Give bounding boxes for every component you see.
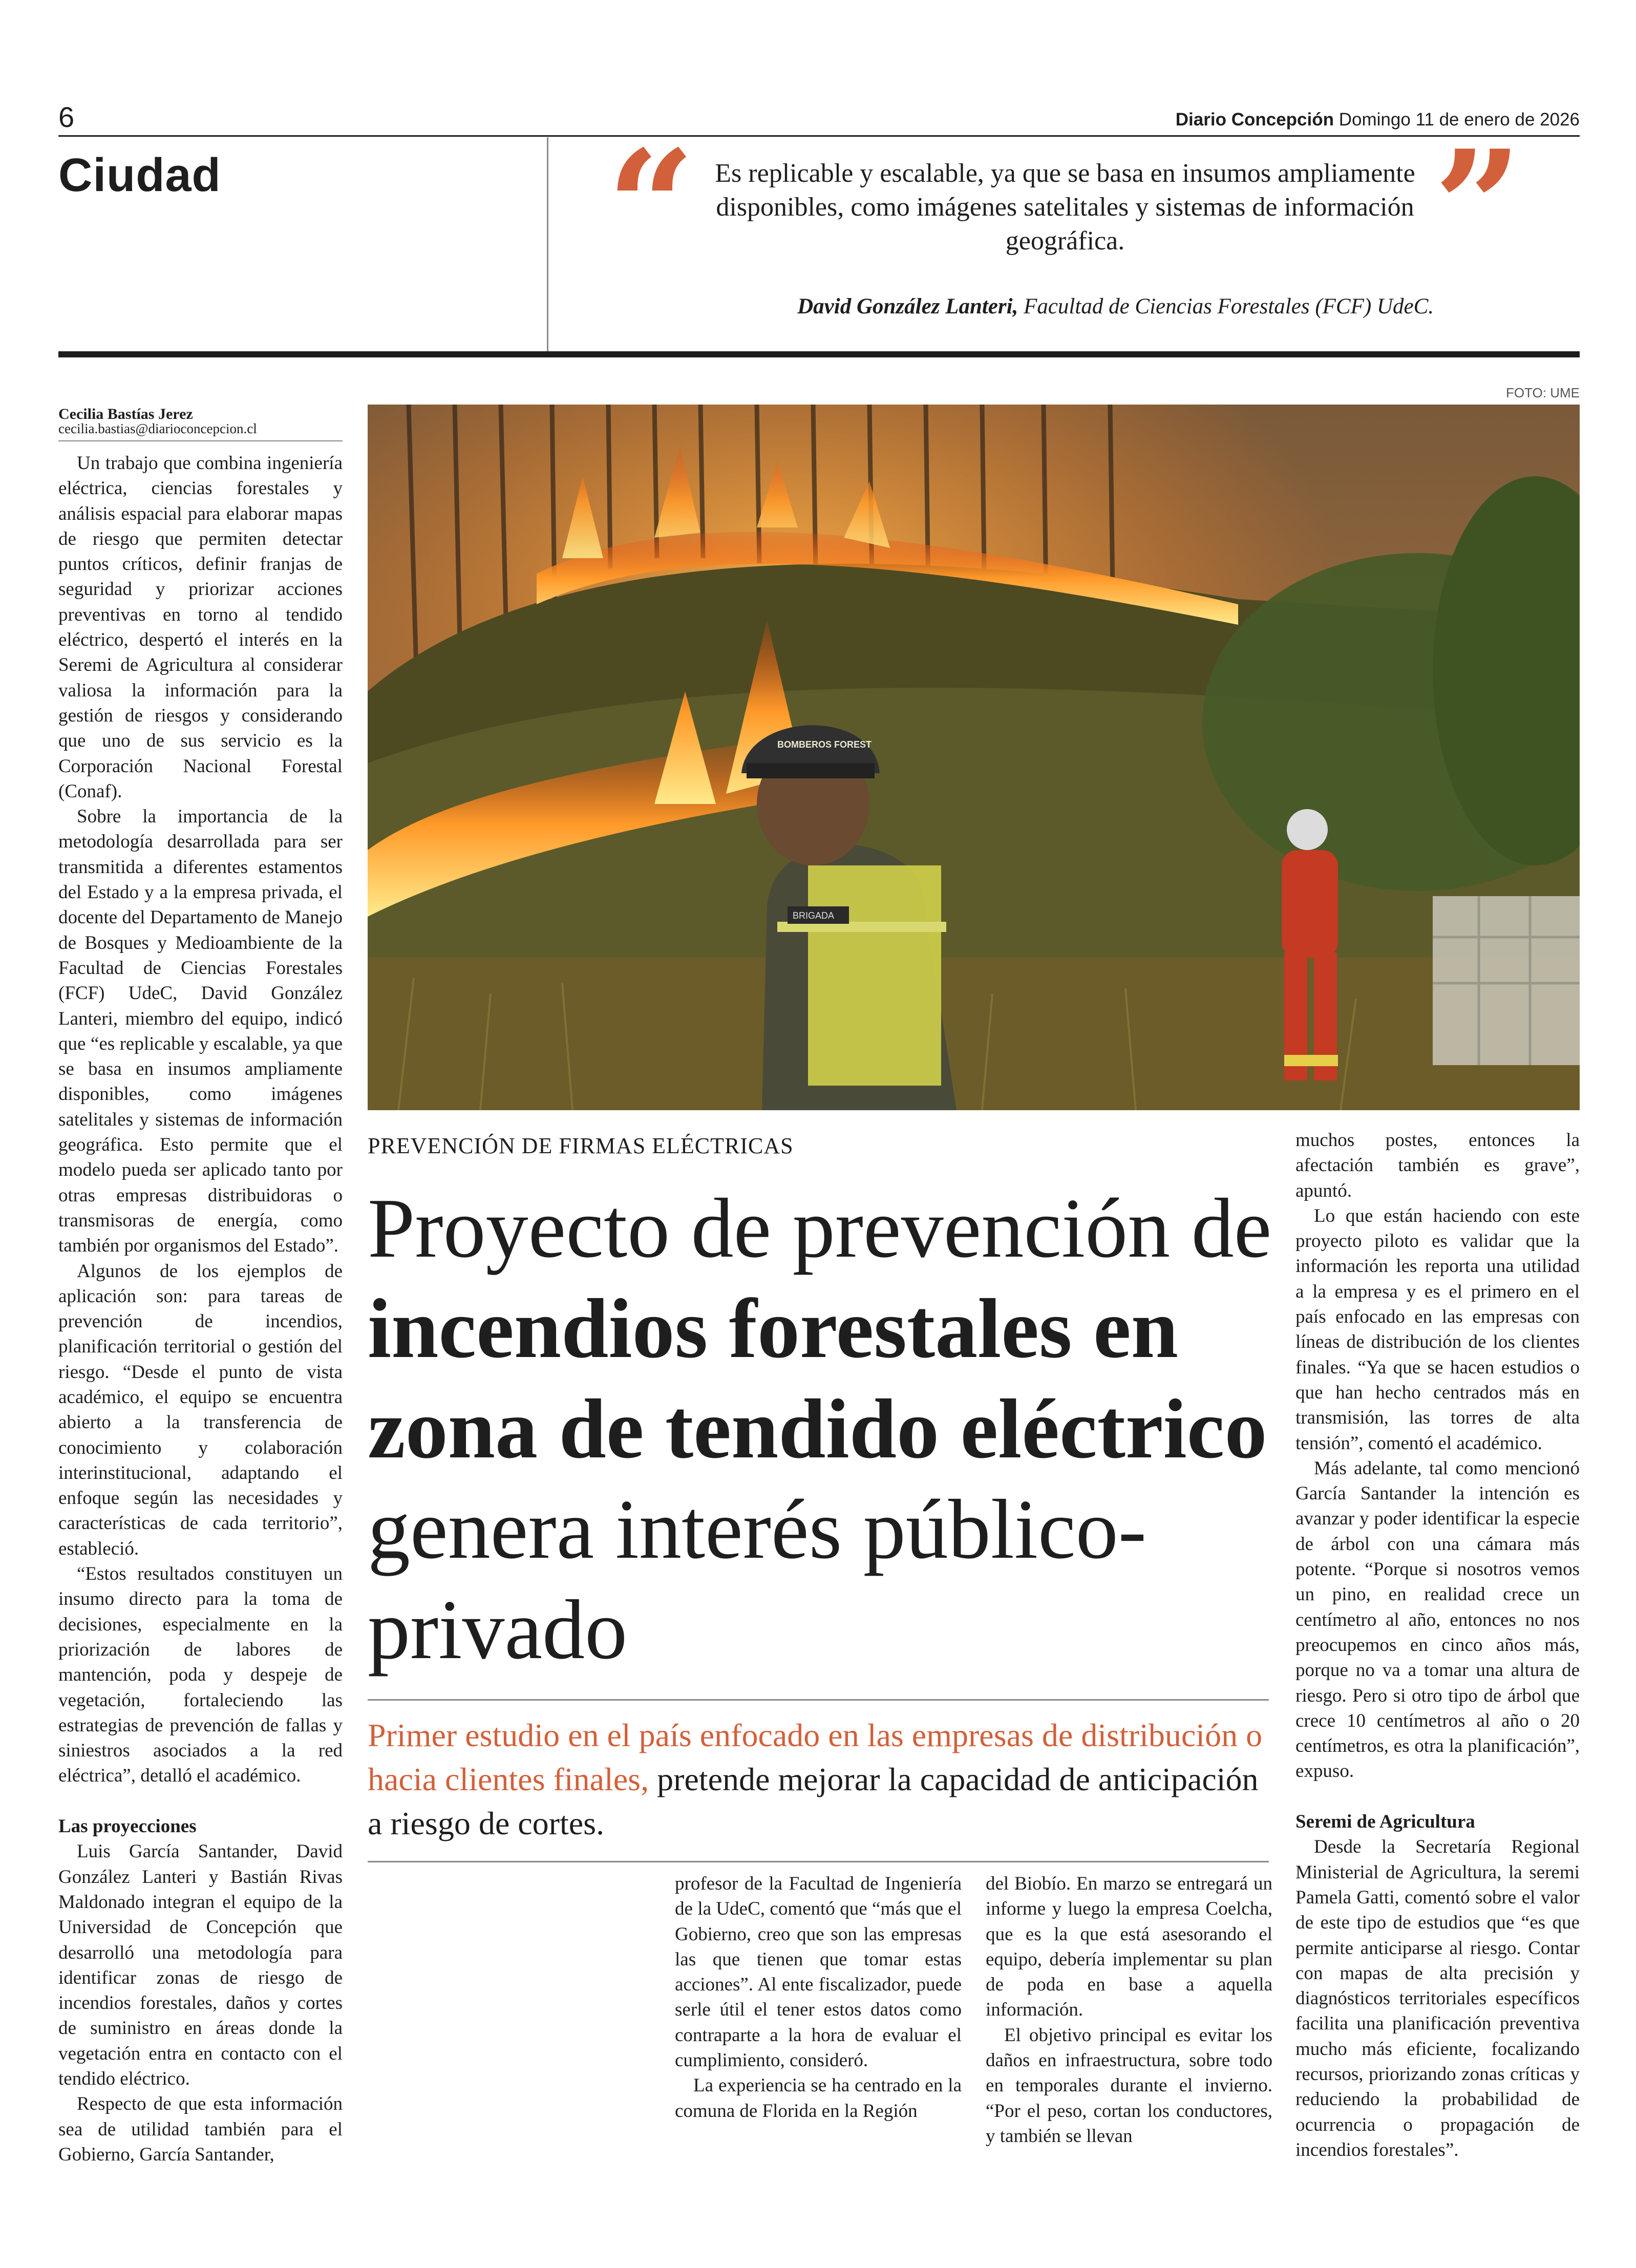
paragraph: Más adelante, tal como mencionó García Santander la intención es avanzar y poder identificar la especie de árbol con una cámara más potente. “Porque si nosotros vemos un pino, en realidad crece un centímetro al año, entonces no nos preocupemos en cinco años más, porque no va a tomar una altura de riesgo. Pero si otro tipo de árbol que crece 10 centímetros al año o 20 centímetros, es otra la planificación”, expuso. (1295, 1457, 1580, 1782)
newspaper-name: Diario Concepción (1175, 110, 1334, 130)
section-title: Ciudad (58, 149, 221, 201)
open-quote-icon: “ (607, 116, 695, 297)
svg-text:BRIGADA: BRIGADA (793, 910, 835, 921)
headline-part-3: genera interés público-privado (368, 1482, 1146, 1677)
deck-rest: pretende mejorar la capacidad de anticipación a riesgo de cortes. (368, 1761, 1259, 1841)
byline-email[interactable]: cecilia.bastias@diarioconcepcion.cl (58, 421, 257, 436)
article-column-4 (1295, 1128, 1580, 2163)
paragraph: El objetivo principal es evitar los daños en infraestructura, sobre todo en temporales durante el invierno. “Por el peso, cortan los conductores, y también se llevan (986, 2024, 1272, 2147)
paragraph: Sobre la importancia de la metodología desarrollada para ser transmitida a diferentes estamentos del Estado y a la empresa privada, el docente del Departamento de Manejo de Bosques y Medioambiente de la Facultad de Ciencias Forestales (FCF) UdeC, David González Lanteri, miembro del equipo, indicó que “es replicable y escalable, ya que se basa en insumos ampliamente disponibles, como imágenes satelitales y sistemas de información geográfica. Esto permite que el modelo pueda ser aplicado tanto por otras empresas distribuidoras o transmisoras de energía, como también por organismos del Estado”. (58, 806, 343, 1257)
issue-date: Domingo 11 de enero de 2026 (1338, 110, 1580, 130)
article-headline (368, 1178, 1284, 1680)
headline-part-2: incendios forestales en zona de tendido eléctrico (368, 1281, 1267, 1476)
pull-quote-author: David González Lanteri, (797, 294, 1018, 319)
paragraph: “Estos resultados constituyen un insumo directo para la toma de decisiones, especialmente en la priorización de labores de mantención, poda y despeje de vegetación, fortaleciendo las estrategias de prevención de fallas y siniestros asociados a la red eléctrica”, detalló el académico. (58, 1563, 343, 1787)
article-column-3 (986, 1871, 1272, 2149)
page-number: 6 (58, 101, 75, 133)
article-column-2 (675, 1871, 962, 2124)
article-deck (368, 1713, 1269, 1846)
paragraph: Lo que están haciendo con este proyecto piloto es validar que la información les reporta una utilidad a la empresa y es el primero en el país enfocado en las empresas con líneas de distribución de los clientes finales. “Ya que se hacen estudios o que han hecho centrados más en transmisión, las torres de alta tensión”, comentó el académico. (1295, 1205, 1580, 1454)
pull-quote-affiliation: Facultad de Ciencias Forestales (FCF) UdeC. (1024, 294, 1434, 319)
svg-text:BOMBEROS FOREST: BOMBEROS FOREST (777, 739, 872, 750)
paragraph: Desde la Secretaría Regional Ministerial de Agricultura, la seremi Pamela Gatti, comentó sobre el valor de este tipo de estudios que “es que permite anticiparse al riesgo. Contar con mapas de alta precisión y diagnósticos territoriales específicos facilita una planificación preventiva mucho más eficiente, focalizando recursos, priorizando zonas críticas y reduciendo la probabilidad de ocurrencia o propagación de incendios forestales”. (1295, 1836, 1580, 2160)
article-kicker: PREVENCIÓN DE FIRMAS ELÉCTRICAS (368, 1133, 794, 1158)
headline-part-1: Proyecto de prevención de (368, 1181, 1272, 1275)
deck-rule (368, 1861, 1269, 1862)
paragraph: Luis García Santander, David González Lanteri y Bastián Rivas Maldonado integran el equipo de la Universidad de Concepción que desarrolló una metodología para identificar zonas de riesgo de incendios forestales, daños y cortes de suministro en áreas donde la vegetación entra en contacto con el tendido eléctrico. (58, 1841, 343, 2089)
header-rule (58, 135, 1580, 137)
byline-name: Cecilia Bastías Jerez (58, 406, 193, 422)
article-column-1 (58, 451, 343, 2167)
subhead-proyecciones: Las proyecciones (58, 1816, 197, 1837)
header-divider (547, 137, 548, 352)
deck-accent: Primer estudio en el país enfocado en las empresas de distribución o hacia clientes finales, (368, 1717, 1263, 1797)
close-quote-icon: ” (1434, 116, 1522, 297)
paragraph: Respecto de que esta información sea de utilidad también para el Gobierno, García Santander, (58, 2093, 343, 2165)
paragraph: Un trabajo que combina ingeniería eléctrica, ciencias forestales y análisis espacial para elaborar mapas de riesgo que permiten detectar puntos críticos, definir franjas de seguridad y priorizar acciones preventivas en torno al tendido eléctrico, despertó el interés en la Seremi de Agricultura al considerar valiosa la información para la gestión de riesgos y considerando que uno de sus servicio es la Corporación Nacional Forestal (Conaf). (58, 453, 343, 802)
headline-rule (368, 1699, 1269, 1701)
paragraph: muchos postes, entonces la afectación también es grave”, apuntó. (1295, 1130, 1580, 1201)
subhead-seremi: Seremi de Agricultura (1295, 1811, 1475, 1833)
pull-quote-text: Es replicable y escalable, ya que se basa en insumos ampliamente disponibles, como imágenes satelitales y sistemas de información geográfica. (715, 159, 1415, 256)
paragraph: La experiencia se ha centrado en la comuna de Florida en la Región (675, 2075, 962, 2122)
paragraph: del Biobío. En marzo se entregará un informe y luego la empresa Coelcha, que es la que está asesorando el equipo, debería implementar su plan de poda en base a aquella información. (986, 1873, 1272, 2021)
pull-quote-attribution (696, 294, 1434, 319)
byline-rule (58, 440, 343, 441)
header-bottom-rule (58, 351, 1580, 357)
paragraph: profesor de la Facultad de Ingeniería de la UdeC, comentó que “más que el Gobierno, creo que son las empresas las que tienen que tomar estas acciones”. Al ente fiscalizador, puede serle útil el tener estos datos como contraparte a la hora de evaluar el cumplimiento, consideró. (675, 1873, 962, 2071)
paragraph: Algunos de los ejemplos de aplicación son: para tareas de prevención de incendios, planificación territorial o gestión del riesgo. “Desde el punto de vista académico, el equipo se encuentra abierto a la transferencia de conocimiento y colaboración interinstitucional, adaptando el enfoque según las necesidades y características de cada territorio”, estableció. (58, 1260, 343, 1559)
photo-credit: FOTO: UME (1506, 385, 1580, 400)
wildfire-photo (368, 405, 1580, 1110)
